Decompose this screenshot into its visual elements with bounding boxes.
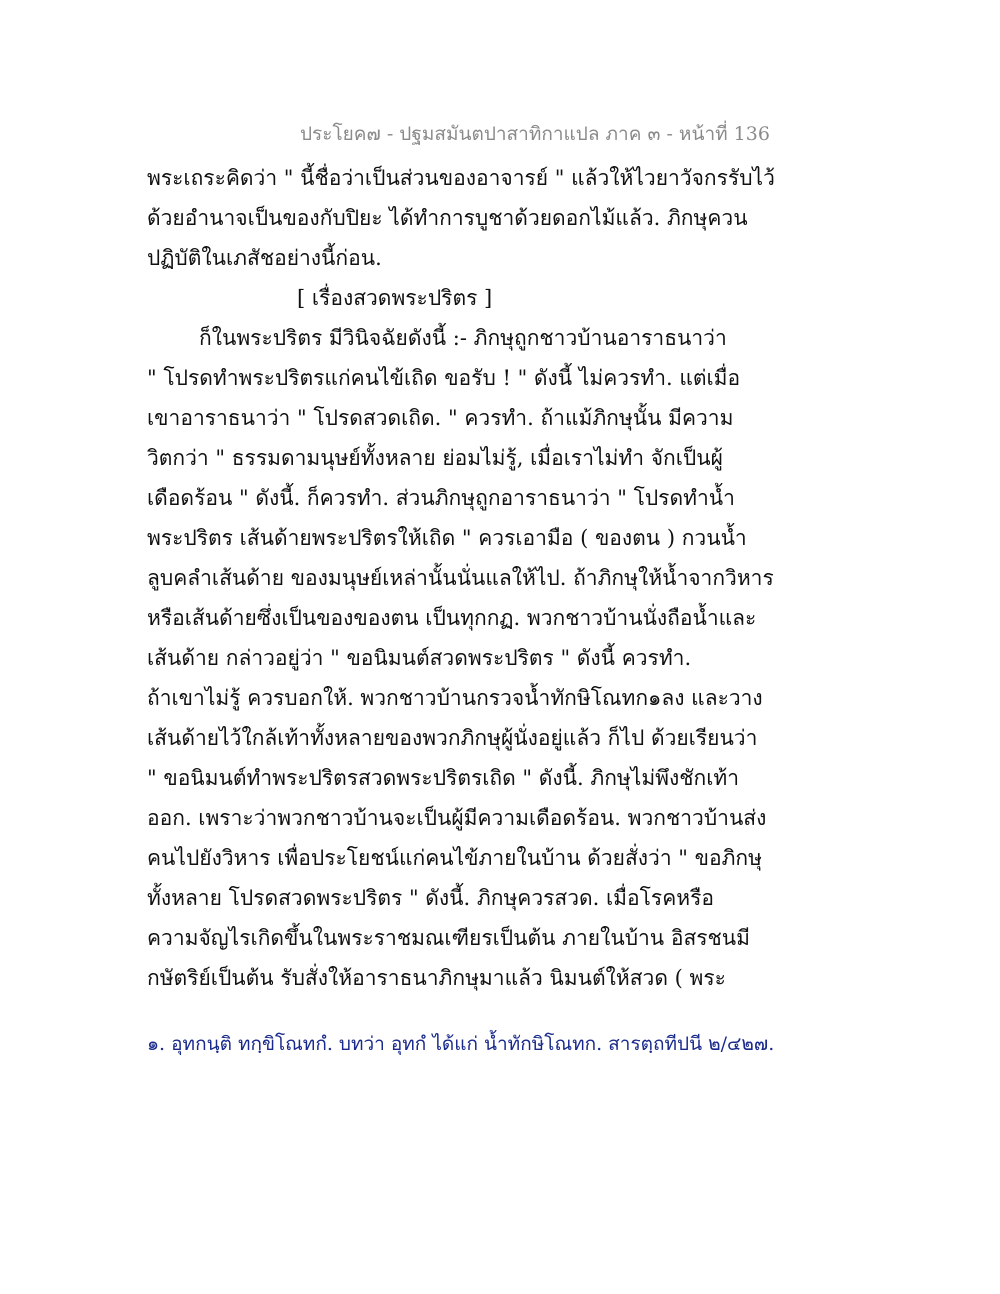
text-line: ปฏิบัติในเภสัชอย่างนี้ก่อน.: [147, 246, 382, 270]
text-line: ก็ในพระปริตร มีวินิจฉัยดังนี้ :- ภิกษุถูกชาวบ้านอาราธนาว่า: [199, 326, 727, 350]
text-line: เส้นด้ายไว้ใกล้เท้าทั้งหลายของพวกภิกษุผู้นั่งอยู่แล้ว ก็ไป ด้วยเรียนว่า: [147, 726, 758, 750]
text-line: หรือเส้นด้ายซึ่งเป็นของของตน เป็นทุกกฏ. พวกชาวบ้านนั่งถือน้ำและ: [147, 606, 757, 630]
text-line: ทั้งหลาย โปรดสวดพระปริตร " ดังนี้. ภิกษุควรสวด. เมื่อโรคหรือ: [147, 886, 714, 910]
text-line: พระปริตร เส้นด้ายพระปริตรให้เถิด " ควรเอามือ ( ของตน ) กวนน้ำ: [147, 526, 747, 550]
text-line: ความจัญไรเกิดขึ้นในพระราชมณเฑียรเป็นต้น ภายในบ้าน อิสรชนมี: [147, 926, 751, 950]
text-line: ออก. เพราะว่าพวกชาวบ้านจะเป็นผู้มีความเดือดร้อน. พวกชาวบ้านส่ง: [147, 806, 767, 830]
text-line: เดือดร้อน " ดังนี้. ก็ควรทำ. ส่วนภิกษุถูกอาราธนาว่า " โปรดทำน้ำ: [147, 486, 735, 510]
text-line: ถ้าเขาไม่รู้ ควรบอกให้. พวกชาวบ้านกรวจน้ำทักษิโณทก๑ลง และวาง: [147, 686, 763, 710]
footnote: ๑. อุทกนฺติ ทกฺขิโณทกํ. บทว่า อุทกํ ได้แก่ น้ำทักษิโณทก. สารตฺถทีปนี ๒/๔๒๗.: [147, 1033, 775, 1055]
body-text: [147, 158, 867, 998]
text-line: กษัตริย์เป็นต้น รับสั่งให้อาราธนาภิกษุมาแล้ว นิมนต์ให้สวด ( พระ: [147, 966, 726, 990]
text-line: คนไปยังวิหาร เพื่อประโยชน์แก่คนไข้ภายในบ้าน ด้วยสั่งว่า " ขอภิกษุ: [147, 846, 762, 870]
text-line: ด้วยอำนาจเป็นของกับปิยะ ได้ทำการบูชาด้วยดอกไม้แล้ว. ภิกษุควน: [147, 206, 748, 230]
text-line: เขาอาราธนาว่า " โปรดสวดเถิด. " ควรทำ. ถ้าแม้ภิกษุนั้น มีความ: [147, 406, 734, 430]
text-line: พระเถระคิดว่า " นี้ชื่อว่าเป็นส่วนของอาจารย์ " แล้วให้ไวยาวัจกรรับไว้: [147, 166, 775, 190]
section-heading: [ เรื่องสวดพระปริตร ]: [297, 286, 493, 310]
text-line: " ขอนิมนต์ทำพระปริตรสวดพระปริตรเถิด " ดังนี้. ภิกษุไม่พึงชักเท้า: [147, 766, 740, 790]
text-line: เส้นด้าย กล่าวอยู่ว่า " ขอนิมนต์สวดพระปริตร " ดังนี้ ควรทำ.: [147, 646, 692, 670]
text-line: " โปรดทำพระปริตรแก่คนไข้เถิด ขอรับ ! " ดังนี้ ไม่ควรทำ. แต่เมื่อ: [147, 366, 741, 390]
running-header: ประโยค๗ - ปฐมสมันตปาสาทิกาแปล ภาค ๓ - หน้าที่ 136: [300, 123, 770, 145]
text-line: ลูบคลำเส้นด้าย ของมนุษย์เหล่านั้นนั่นแลให้ไป. ถ้าภิกษุให้น้ำจากวิหาร: [147, 566, 774, 590]
text-line: วิตกว่า " ธรรมดามนุษย์ทั้งหลาย ย่อมไม่รู้, เมื่อเราไม่ทำ จักเป็นผู้: [147, 446, 723, 470]
